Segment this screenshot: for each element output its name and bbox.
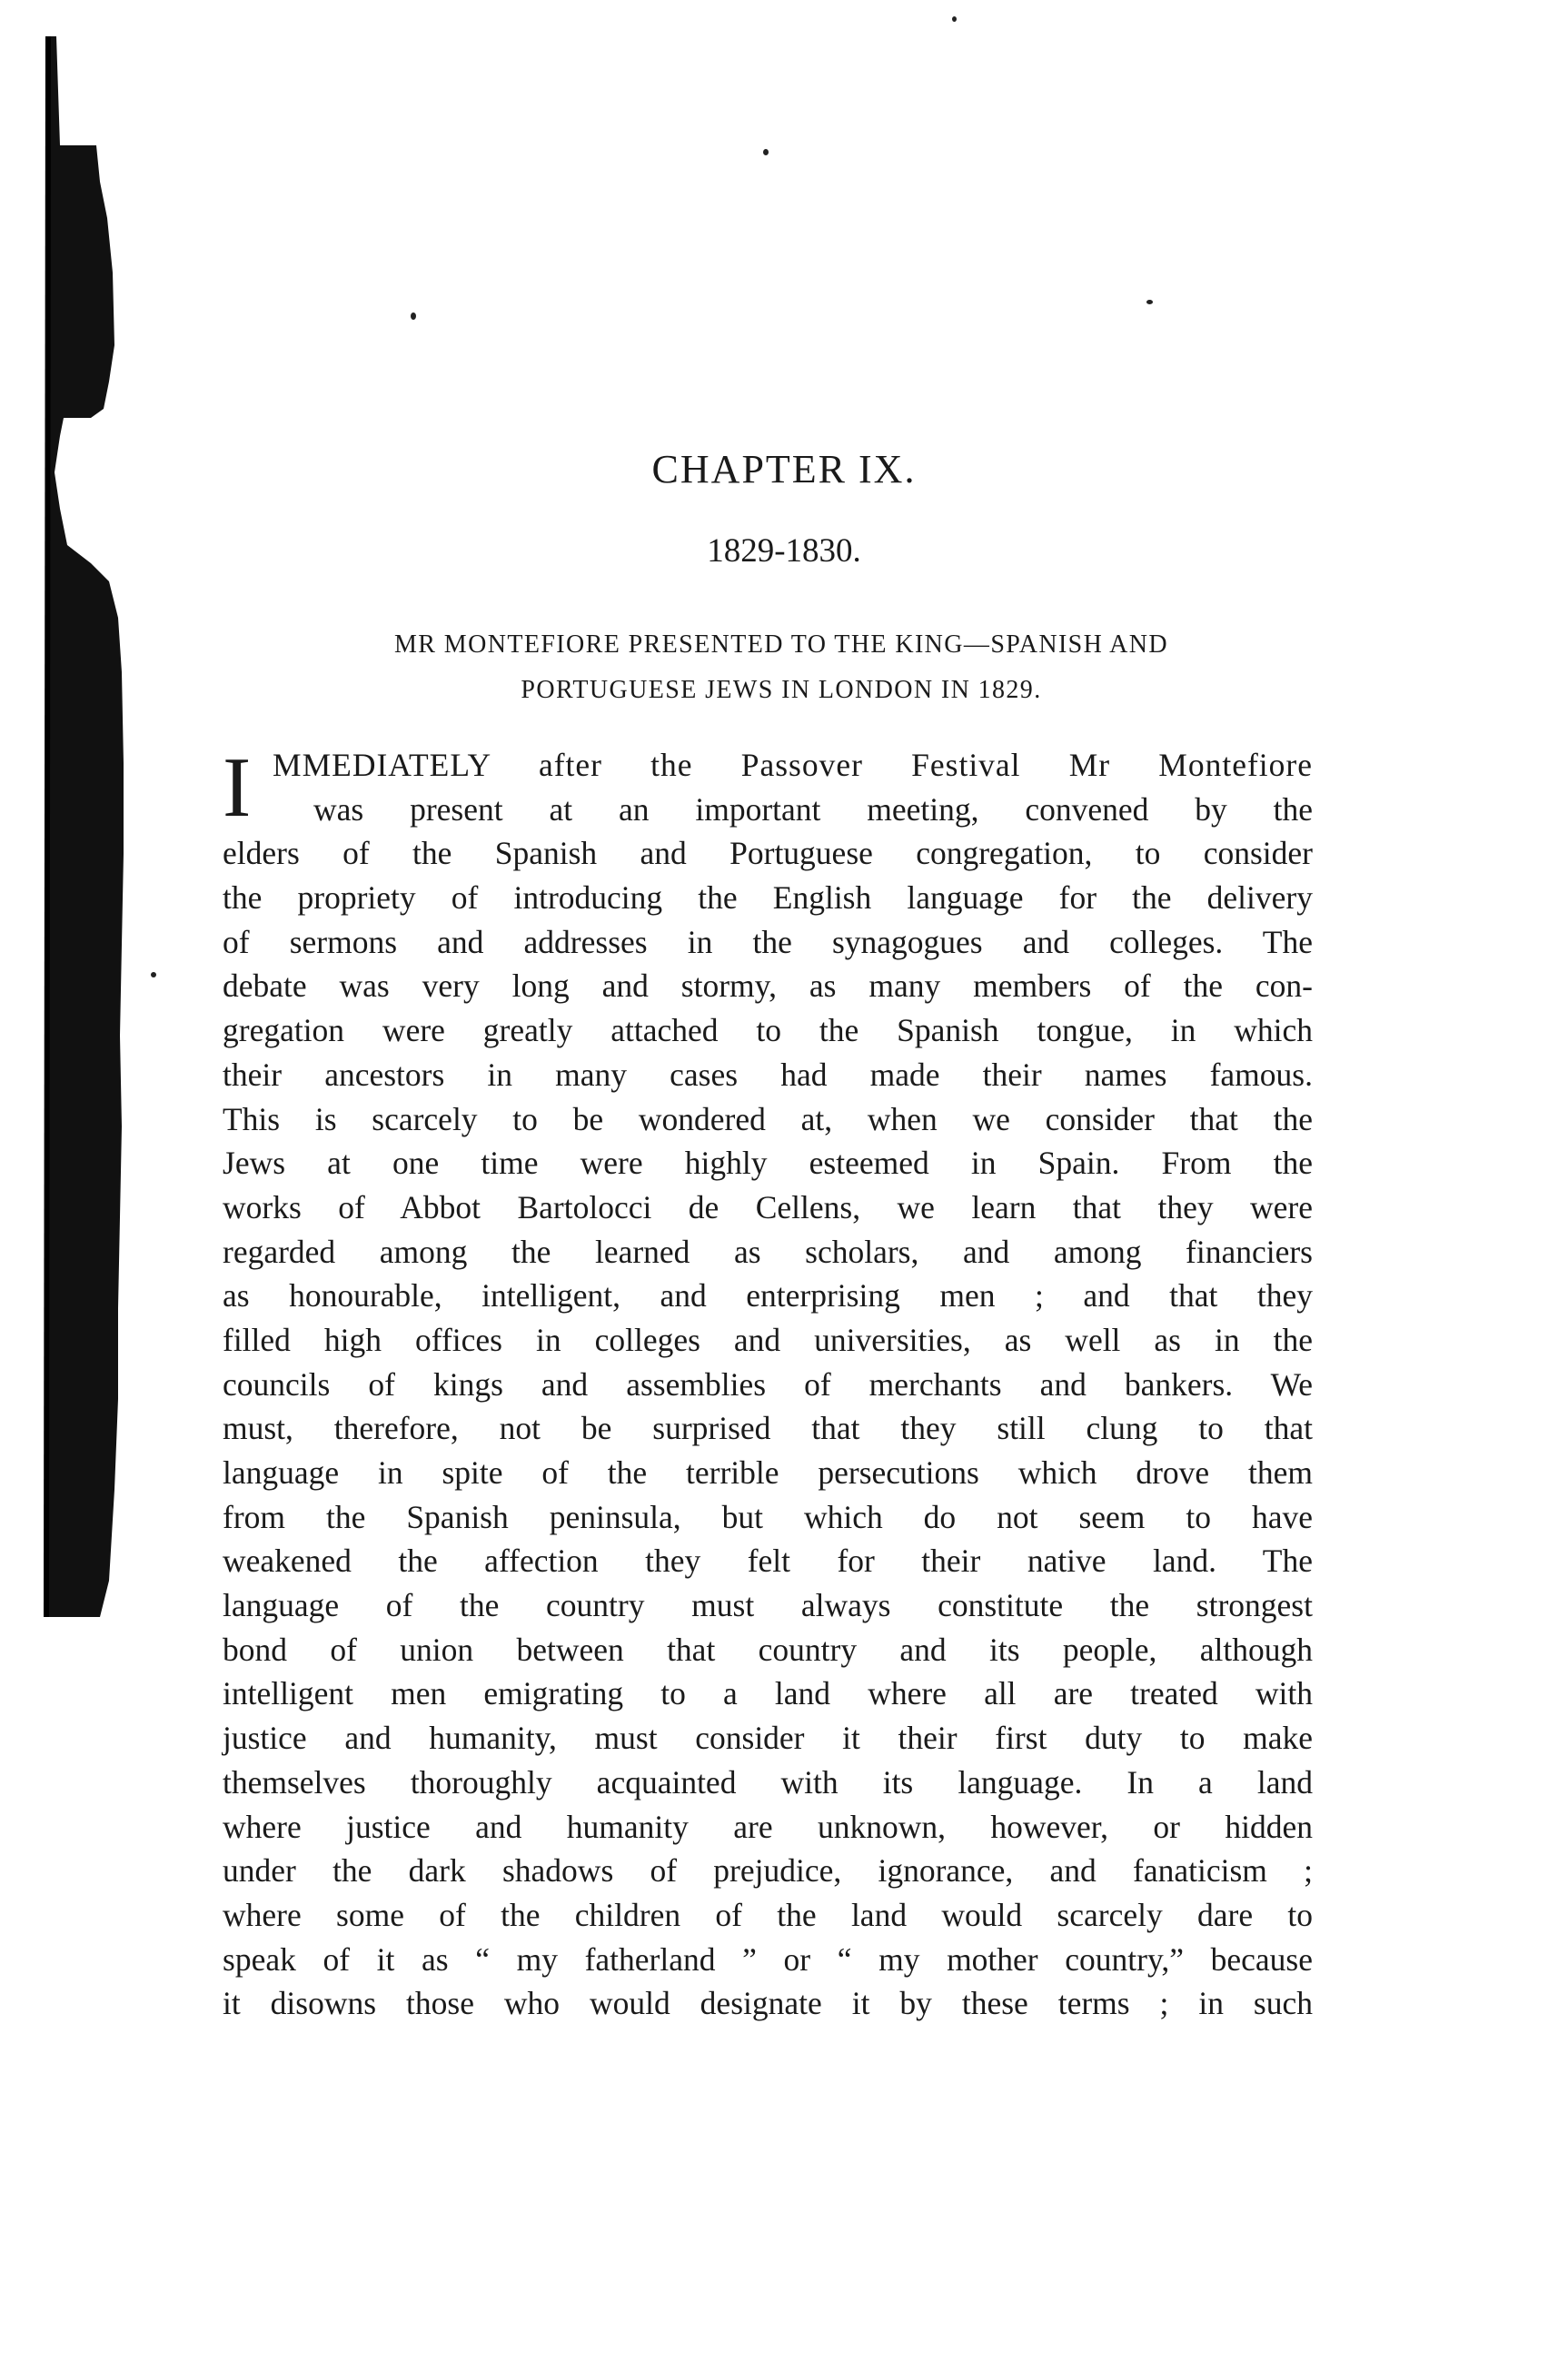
text-line: justice and humanity, must consider it their first duty to make: [223, 1720, 1313, 1757]
text-line: weakened the affection they felt for their native land. The: [223, 1543, 1313, 1580]
text-line: under the dark shadows of prejudice, ignorance, and fanaticism ;: [223, 1852, 1313, 1890]
text-line: councils of kings and assemblies of merchants and bankers. We: [223, 1365, 1313, 1403]
binding-shadow: [36, 36, 150, 1617]
text-line: works of Abbot Bartolocci de Cellens, we learn that they were: [223, 1188, 1313, 1225]
text-line: intelligent men emigrating to a land where all are treated with: [223, 1675, 1313, 1712]
text-line: MMEDIATELY after the Passover Festival Mr Montefiore: [273, 747, 1313, 783]
drop-cap: I: [223, 740, 252, 835]
text-line: language of the country must always constitute the strongest: [223, 1587, 1313, 1624]
text-line: elders of the Spanish and Portuguese congregation, to consider: [223, 835, 1313, 872]
text-line: where justice and humanity are unknown, however, or hidden: [223, 1808, 1313, 1845]
text-line: their ancestors in many cases had made their names famous.: [223, 1056, 1313, 1093]
chapter-summary: [245, 622, 1317, 713]
text-line: filled high offices in colleges and universities, as well as in the: [223, 1321, 1313, 1358]
text-line: the propriety of introducing the English language for the delivery: [223, 879, 1313, 917]
text-line: Jews at one time were highly esteemed in Spain. From the: [223, 1145, 1313, 1182]
text-line: bond of union between that country and its people, although: [223, 1631, 1313, 1668]
chapter-summary-line: MR MONTEFIORE PRESENTED TO THE KING—SPANISH AND: [394, 630, 1168, 659]
scan-speck: [411, 312, 416, 320]
text-line: gregation were greatly attached to the Spanish tongue, in which: [223, 1012, 1313, 1049]
chapter-title: CHAPTER IX.: [651, 447, 917, 491]
text-line: it disowns those who would designate it by these terms ; in such: [223, 1985, 1313, 2022]
text-line: from the Spanish peninsula, but which do not seem to have: [223, 1498, 1313, 1535]
scan-speck: [151, 972, 156, 977]
text-line: debate was very long and stormy, as many members of the con-: [223, 967, 1313, 1005]
text-line: as honourable, intelligent, and enterprising men ; and that they: [223, 1277, 1313, 1314]
text-line: must, therefore, not be surprised that they still clung to that: [223, 1410, 1313, 1447]
text-line: of sermons and addresses in the synagogues and colleges. The: [223, 923, 1313, 960]
text-line: This is scarcely to be wondered at, when we consider that the: [223, 1100, 1313, 1137]
text-line: where some of the children of the land would scarcely dare to: [223, 1896, 1313, 1933]
chapter-summary-line: PORTUGUESE JEWS IN LONDON IN 1829.: [521, 676, 1042, 704]
scan-speck: [952, 16, 957, 22]
scan-speck: [763, 149, 769, 155]
text-line: themselves thoroughly acquainted with its language. In a land: [223, 1763, 1313, 1801]
text-line: speak of it as “ my fatherland ” or “ my mother country,” because: [223, 1940, 1313, 1978]
scan-speck: [1146, 300, 1153, 304]
text-line: was present at an important meeting, convened by the: [313, 790, 1313, 828]
body-text: [223, 740, 1313, 2026]
chapter-years: 1829-1830.: [707, 532, 861, 570]
text-line: language in spite of the terrible persecutions which drove them: [223, 1454, 1313, 1491]
text-line: regarded among the learned as scholars, and among financiers: [223, 1233, 1313, 1270]
